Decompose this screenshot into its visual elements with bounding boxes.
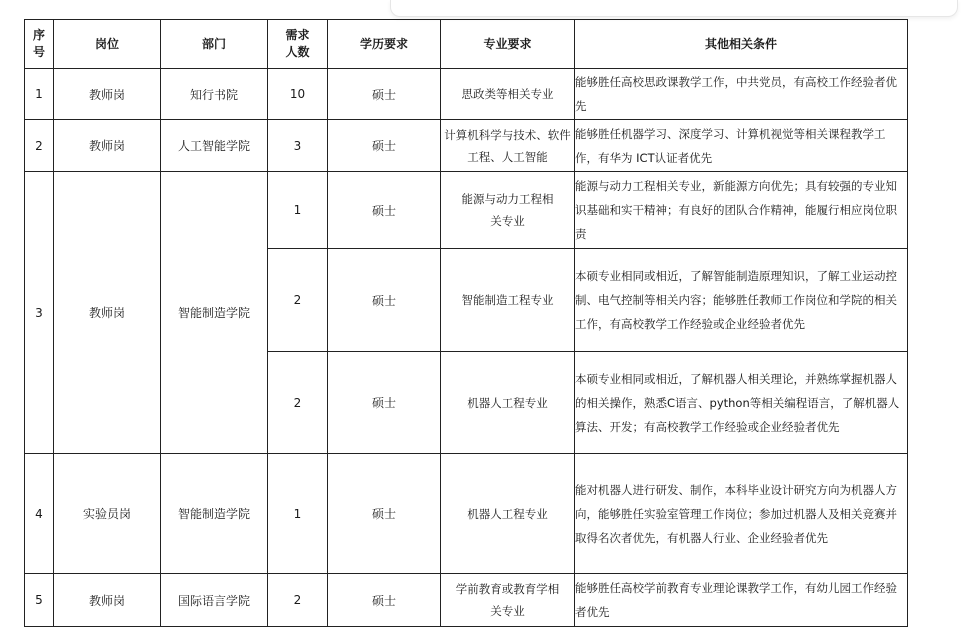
cell-count: 2 — [268, 352, 328, 454]
cell-major: 智能制造工程专业 — [441, 249, 575, 352]
cell-edu: 硕士 — [328, 574, 441, 627]
cell-no: 4 — [25, 454, 54, 574]
cell-post: 实验员岗 — [54, 454, 161, 574]
cell-count: 3 — [268, 120, 328, 172]
cell-major: 思政类等相关专业 — [441, 69, 575, 120]
cell-no: 3 — [25, 172, 54, 454]
cell-post: 教师岗 — [54, 69, 161, 120]
header-post: 岗位 — [54, 20, 161, 69]
table-row — [25, 69, 908, 120]
header-major: 专业要求 — [441, 20, 575, 69]
cell-major: 学前教育或教育学相关专业 — [441, 574, 575, 627]
cell-no: 1 — [25, 69, 54, 120]
cell-post: 教师岗 — [54, 172, 161, 454]
header-no: 序号 — [25, 20, 54, 69]
cell-dept: 人工智能学院 — [161, 120, 268, 172]
cell-post: 教师岗 — [54, 120, 161, 172]
cell-other: 能够胜任机器学习、深度学习、计算机视觉等相关课程教学工作，有华为 ICT认证者优先 — [575, 120, 908, 172]
job-requirements-table — [24, 19, 908, 627]
header-count: 需求人数 — [268, 20, 328, 69]
cell-dept: 知行书院 — [161, 69, 268, 120]
cell-major: 机器人工程专业 — [441, 352, 575, 454]
cell-count: 2 — [268, 249, 328, 352]
table-row — [25, 172, 908, 249]
cell-edu: 硕士 — [328, 172, 441, 249]
cell-other: 能源与动力工程相关专业，新能源方向优先；具有较强的专业知识基础和实干精神；有良好的团队合作精神，能履行相应岗位职责 — [575, 172, 908, 249]
cell-other: 本硕专业相同或相近，了解智能制造原理知识，了解工业运动控制、电气控制等相关内容；能够胜任教师工作岗位和学院的相关工作，有高校教学工作经验或企业经验者优先 — [575, 249, 908, 352]
header-other: 其他相关条件 — [575, 20, 908, 69]
cell-dept: 智能制造学院 — [161, 172, 268, 454]
cell-other: 能对机器人进行研发、制作，本科毕业设计研究方向为机器人方向，能够胜任实验室管理工作岗位；参加过机器人及相关竞赛并取得名次者优先，有机器人行业、企业经验者优先 — [575, 454, 908, 574]
cell-count: 1 — [268, 454, 328, 574]
cell-no: 5 — [25, 574, 54, 627]
header-dept: 部门 — [161, 20, 268, 69]
cell-other: 能够胜任高校学前教育专业理论课教学工作，有幼儿园工作经验者优先 — [575, 574, 908, 627]
header-edu: 学历要求 — [328, 20, 441, 69]
cell-edu: 硕士 — [328, 352, 441, 454]
cell-edu: 硕士 — [328, 454, 441, 574]
cell-no: 2 — [25, 120, 54, 172]
cell-dept: 智能制造学院 — [161, 454, 268, 574]
cell-edu: 硕士 — [328, 69, 441, 120]
cell-edu: 硕士 — [328, 120, 441, 172]
cell-count: 2 — [268, 574, 328, 627]
top-floating-bar — [390, 0, 958, 17]
cell-major: 计算机科学与技术、软件工程、人工智能 — [441, 120, 575, 172]
cell-major: 能源与动力工程相关专业 — [441, 172, 575, 249]
table-header-row — [25, 20, 908, 69]
table-row — [25, 120, 908, 172]
cell-post: 教师岗 — [54, 574, 161, 627]
cell-edu: 硕士 — [328, 249, 441, 352]
cell-count: 1 — [268, 172, 328, 249]
table-row — [25, 454, 908, 574]
cell-major: 机器人工程专业 — [441, 454, 575, 574]
cell-count: 10 — [268, 69, 328, 120]
table-row — [25, 574, 908, 627]
cell-dept: 国际语言学院 — [161, 574, 268, 627]
cell-other: 能够胜任高校思政课教学工作，中共党员，有高校工作经验者优先 — [575, 69, 908, 120]
cell-other: 本硕专业相同或相近，了解机器人相关理论，并熟练掌握机器人的相关操作，熟悉C语言、python等相关编程语言，了解机器人算法、开发；有高校教学工作经验或企业经验者优先 — [575, 352, 908, 454]
